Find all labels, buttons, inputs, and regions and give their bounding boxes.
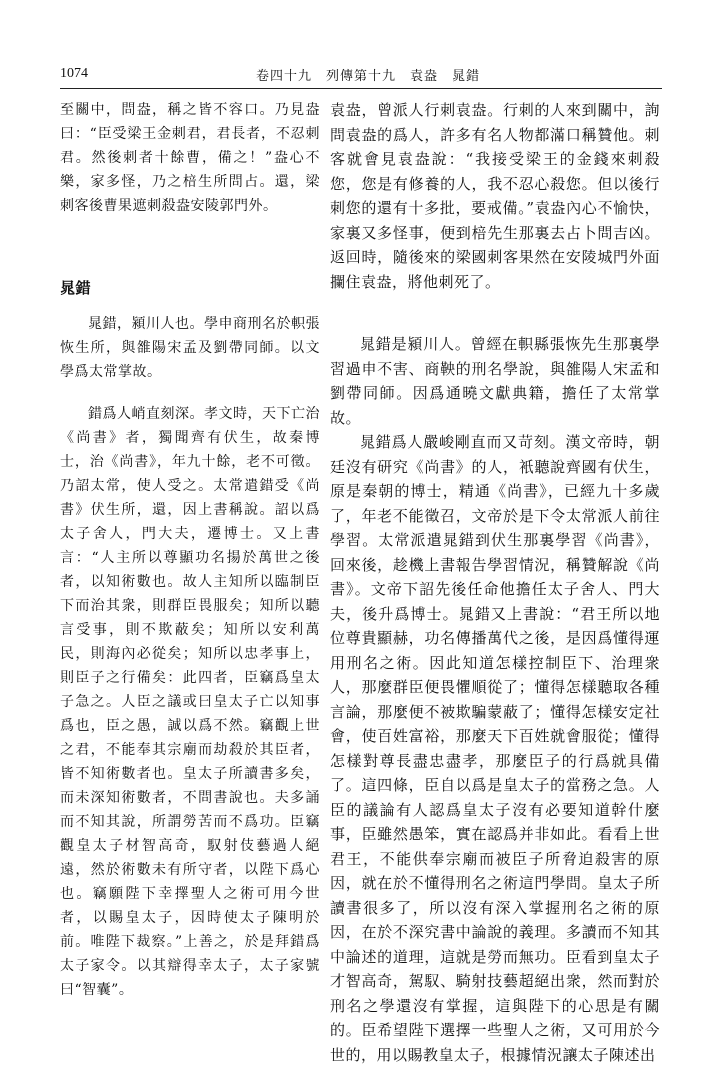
translation-paragraph-chao-cuo-memorial: 晁錯爲人嚴峻剛直而又苛刻。漢文帝時，朝廷沒有研究《尚書》的人，衹聽說齊國有伏生，原是秦朝的博士，精通《尚書》，已經九十多歲了，年老不能徵召，文帝於是下令太常派人前往學習。太常派遣晁錯到伏生那裏學習《尚書》，回來後，趁機上書報告學習情況，稱贊解說《尚書》。文帝下詔先後任命他擔任太子舍人、門大夫，後升爲博士。晁錯又上書說：“君王所以地位尊貴顯赫，功名傳播萬代之後，是因爲懂得運用刑名之術。因此知道怎樣控制臣下、治理衆人，那麼群臣便畏懼順從了；懂得怎樣聽取各種言論，那麼便不被欺騙蒙蔽了；懂得怎樣安定社會，使百姓富裕，那麼天下百姓就會服從；懂得怎樣對尊長盡忠盡孝，那麼臣子的行爲就具備了。這四條，臣自以爲是皇太子的當務之急。人臣的議論有人認爲皇太子沒有必要知道幹什麼事，臣雖然愚笨，實在認爲并非如此。看看上世君王，不能供奉宗廟而被臣子所脅迫殺害的原因，就在於不懂得刑名之術這門學問。皇太子所讀書很多了，所以沒有深入掌握刑名之術的原因，在於不深究書中論說的義理。多讀而不知其中論述的道理，這就是勞而無功。臣看到皇太子才智高奇，駕馭、騎射技藝超絕出衆，然而對於刑名之學還沒有掌握，這與陛下的心思是有關的。臣希望陛下選擇一些聖人之術，又可用於今世的，用以賜教皇太子，根據情況讓太子陳述出	[330, 433, 660, 1064]
translation-paragraph-yuan-ang-end: 袁盎，曾派人行刺袁盎。行刺的人來到關中，詢問袁盎的爲人，許多有名人物都滿口稱贊他。刺客就會見袁盎說：“我接受梁王的金錢來刺殺您，您是有修養的人，我不忍心殺您。但以後行刺您的還有十多批，要戒備。”袁盎內心不愉快，家裏又多怪事，便到棓先生那裏去占卜問吉凶。返回時，隨後來的梁國刺客果然在安陵城門外面攔住袁盎，將他刺死了。	[330, 101, 660, 291]
section-title: 晁錯	[60, 279, 92, 297]
classical-paragraph-yuan-ang-end: 至關中，問盎，稱之皆不容口。乃見盎曰：“臣受梁王金刺君，君長者，不忍刺君。然後刺者十餘曹，備之！”盎心不樂，家多怪，乃之棓生所問占。還，梁刺客後曹果遮刺殺盎安陵郭門外。	[60, 102, 320, 214]
translation-paragraph-chao-cuo-intro: 晁錯是潁川人。曾經在軹縣張恢先生那裏學習過申不害、商鞅的刑名學說，與雒陽人宋孟和劉帶同師。因爲通曉文獻典籍，擔任了太常掌故。	[330, 335, 660, 427]
page-number: 1074	[60, 66, 88, 81]
translation-column	[330, 98, 660, 1067]
running-title: 卷四十九 列傳第十九 袁盎 晁錯	[256, 69, 481, 84]
classical-paragraph-chao-cuo-intro: 晁錯，潁川人也。學申商刑名於軹張恢生所，與雒陽宋孟及劉帶同師。以文學爲太常掌故。	[60, 316, 320, 380]
classical-text-column	[60, 98, 320, 1002]
page-header	[60, 62, 660, 86]
header-rule	[60, 88, 662, 89]
classical-paragraph-chao-cuo-memorial: 錯爲人峭直刻深。孝文時，天下亡治《尚書》者，獨聞齊有伏生，故秦博士，治《尚書》，年九十餘，老不可徵。乃詔太常，使人受之。太常遣錯受《尚書》伏生所，還，因上書稱說。詔以爲太子舍人，門大夫，遷博士。又上書言：“人主所以尊顯功名揚於萬世之後者，以知術數也。故人主知所以臨制臣下而治其衆，則群臣畏服矣；知所以聽言受事，則不欺蔽矣；知所以安利萬民，則海內必從矣；知所以忠孝事上，則臣子之行備矣：此四者，臣竊爲皇太子急之。人臣之議或曰皇太子亡以知事爲也，臣之愚，誠以爲不然。竊觀上世之君，不能奉其宗廟而劫殺於其臣者，皆不知術數者也。皇太子所讀書多矣，而未深知術數者，不問書說也。夫多誦而不知其說，所謂勞苦而不爲功。臣竊觀皇太子材智高奇，馭射伎藝過人絕遠，然於術數未有所守者，以陛下爲心也。竊願陛下幸擇聖人之術可用今世者，以賜皇太子，因時使太子陳明於前。唯陛下裁察。”上善之，於是拜錯爲太子家令。以其辯得幸太子，太子家號曰“智囊”。	[60, 406, 320, 998]
